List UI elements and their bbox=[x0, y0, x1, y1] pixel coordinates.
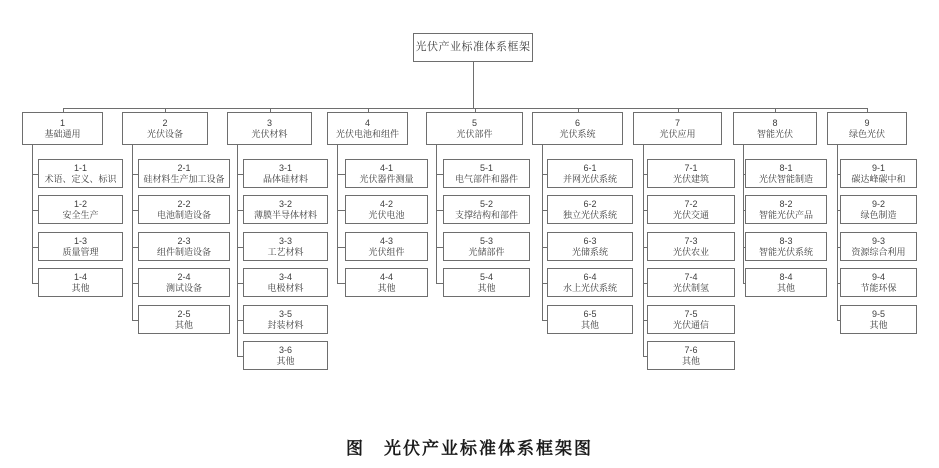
item-node-3-4-code: 3-4 bbox=[278, 271, 292, 282]
column-spine-line bbox=[542, 145, 543, 320]
item-node-7-1-label: 光伏建筑 bbox=[672, 173, 709, 184]
category-node-9-label: 绿色光伏 bbox=[848, 128, 885, 139]
item-node-9-1 bbox=[840, 159, 917, 188]
item-node-4-3 bbox=[345, 232, 428, 261]
item-node-3-2-code: 3-2 bbox=[278, 198, 292, 209]
item-node-3-3-code: 3-3 bbox=[278, 235, 292, 246]
figure-caption: 图 光伏产业标准体系框架图 bbox=[346, 439, 593, 458]
item-node-4-3-label: 光伏组件 bbox=[368, 246, 405, 257]
item-node-4-4-label: 其他 bbox=[377, 282, 396, 293]
item-node-9-5-code: 9-5 bbox=[871, 308, 885, 319]
item-node-9-4-code: 9-4 bbox=[871, 271, 885, 282]
item-node-5-2 bbox=[443, 195, 530, 224]
category-node-7 bbox=[633, 112, 722, 145]
item-node-8-1 bbox=[745, 159, 827, 188]
item-node-9-5-label: 其他 bbox=[869, 319, 888, 330]
item-node-1-4-label: 其他 bbox=[71, 282, 90, 293]
child-stub-line bbox=[337, 174, 345, 175]
item-node-3-1-label: 晶体硅材料 bbox=[262, 173, 308, 184]
category-node-4-label: 光伏电池和组件 bbox=[335, 128, 399, 139]
item-node-3-3 bbox=[243, 232, 328, 261]
root-connector-line bbox=[473, 62, 474, 108]
category-node-3-label: 光伏材料 bbox=[251, 128, 288, 139]
item-node-6-1-label: 并网光伏系统 bbox=[562, 173, 617, 184]
item-node-8-4-code: 8-4 bbox=[779, 271, 793, 282]
item-node-7-2-code: 7-2 bbox=[684, 198, 698, 209]
category-node-6 bbox=[532, 112, 623, 145]
item-node-7-6-code: 7-6 bbox=[684, 344, 698, 355]
item-node-9-1-code: 9-1 bbox=[871, 162, 885, 173]
item-node-3-1-code: 3-1 bbox=[278, 162, 292, 173]
item-node-3-5-label: 封装材料 bbox=[267, 319, 304, 330]
item-node-3-2-label: 薄膜半导体材料 bbox=[253, 209, 317, 220]
item-node-4-2-code: 4-2 bbox=[379, 198, 393, 209]
item-node-5-4-code: 5-4 bbox=[479, 271, 493, 282]
item-node-2-3-label: 组件制造设备 bbox=[156, 246, 211, 257]
item-node-9-3-code: 9-3 bbox=[871, 235, 885, 246]
child-stub-line bbox=[337, 247, 345, 248]
item-node-9-1-label: 碳达峰碳中和 bbox=[851, 173, 906, 184]
item-node-5-2-code: 5-2 bbox=[479, 198, 493, 209]
category-node-4-code: 4 bbox=[364, 117, 370, 128]
item-node-4-1 bbox=[345, 159, 428, 188]
category-node-1-code: 1 bbox=[59, 117, 65, 128]
item-node-3-6-label: 其他 bbox=[276, 355, 295, 366]
item-node-7-1 bbox=[647, 159, 735, 188]
item-node-2-1-code: 2-1 bbox=[177, 162, 191, 173]
category-node-8-label: 智能光伏 bbox=[756, 128, 793, 139]
category-node-3-code: 3 bbox=[266, 117, 272, 128]
category-node-2 bbox=[122, 112, 208, 145]
item-node-3-4-label: 电极材料 bbox=[267, 282, 304, 293]
column-spine-line bbox=[237, 145, 238, 356]
item-node-3-3-label: 工艺材料 bbox=[267, 246, 304, 257]
item-node-8-3-label: 智能光伏系统 bbox=[758, 246, 813, 257]
item-node-5-4-label: 其他 bbox=[477, 282, 496, 293]
category-node-1 bbox=[22, 112, 103, 145]
item-node-9-2-code: 9-2 bbox=[871, 198, 885, 209]
category-node-8-code: 8 bbox=[772, 117, 778, 128]
item-node-2-1-label: 硅材料生产加工设备 bbox=[143, 173, 225, 184]
item-node-7-4 bbox=[647, 268, 735, 297]
item-node-6-5 bbox=[547, 305, 633, 334]
item-node-4-3-code: 4-3 bbox=[379, 235, 393, 246]
bus-line bbox=[63, 108, 867, 109]
item-node-3-6 bbox=[243, 341, 328, 370]
item-node-5-1 bbox=[443, 159, 530, 188]
item-node-1-3-code: 1-3 bbox=[73, 235, 87, 246]
item-node-6-4 bbox=[547, 268, 633, 297]
column-spine-line bbox=[337, 145, 338, 283]
item-node-2-4-code: 2-4 bbox=[177, 271, 191, 282]
column-spine-line bbox=[837, 145, 838, 320]
item-node-5-4 bbox=[443, 268, 530, 297]
item-node-5-3-code: 5-3 bbox=[479, 235, 493, 246]
category-node-5 bbox=[426, 112, 523, 145]
item-node-6-3 bbox=[547, 232, 633, 261]
item-node-4-2 bbox=[345, 195, 428, 224]
item-node-2-5 bbox=[138, 305, 230, 334]
item-node-7-4-label: 光伏制氢 bbox=[672, 282, 709, 293]
column-spine-line bbox=[132, 145, 133, 320]
item-node-2-4 bbox=[138, 268, 230, 297]
item-node-7-3-code: 7-3 bbox=[684, 235, 698, 246]
child-stub-line bbox=[436, 247, 443, 248]
item-node-4-4-code: 4-4 bbox=[379, 271, 393, 282]
item-node-3-6-code: 3-6 bbox=[278, 344, 292, 355]
item-node-3-2 bbox=[243, 195, 328, 224]
column-spine-line bbox=[436, 145, 437, 283]
item-node-7-2-label: 光伏交通 bbox=[672, 209, 709, 220]
item-node-1-2-label: 安全生产 bbox=[62, 209, 99, 220]
category-node-2-code: 2 bbox=[162, 117, 168, 128]
item-node-6-4-code: 6-4 bbox=[583, 271, 597, 282]
item-node-1-1-code: 1-1 bbox=[73, 162, 87, 173]
child-stub-line bbox=[436, 210, 443, 211]
item-node-6-2-label: 独立光伏系统 bbox=[562, 209, 617, 220]
category-node-9 bbox=[827, 112, 907, 145]
item-node-4-1-label: 光伏器件测量 bbox=[359, 173, 414, 184]
item-node-2-2-label: 电池制造设备 bbox=[156, 209, 211, 220]
item-node-8-3-code: 8-3 bbox=[779, 235, 793, 246]
item-node-1-4-code: 1-4 bbox=[73, 271, 87, 282]
item-node-5-1-code: 5-1 bbox=[479, 162, 493, 173]
category-node-4 bbox=[327, 112, 408, 145]
item-node-6-1-code: 6-1 bbox=[583, 162, 597, 173]
item-node-9-3 bbox=[840, 232, 917, 261]
item-node-7-5 bbox=[647, 305, 735, 334]
category-node-6-code: 6 bbox=[574, 117, 580, 128]
item-node-3-5-code: 3-5 bbox=[278, 308, 292, 319]
item-node-9-5 bbox=[840, 305, 917, 334]
item-node-4-4 bbox=[345, 268, 428, 297]
item-node-6-5-code: 6-5 bbox=[583, 308, 597, 319]
item-node-9-4-label: 节能环保 bbox=[860, 282, 897, 293]
item-node-7-2 bbox=[647, 195, 735, 224]
root-node bbox=[413, 33, 533, 62]
item-node-4-2-label: 光伏电池 bbox=[368, 209, 405, 220]
category-node-7-label: 光伏应用 bbox=[659, 128, 696, 139]
item-node-2-2 bbox=[138, 195, 230, 224]
item-node-1-3 bbox=[38, 232, 123, 261]
item-node-6-2 bbox=[547, 195, 633, 224]
category-node-5-code: 5 bbox=[471, 117, 477, 128]
item-node-8-1-label: 光伏智能制造 bbox=[758, 173, 813, 184]
item-node-7-5-label: 光伏通信 bbox=[672, 319, 709, 330]
item-node-1-2 bbox=[38, 195, 123, 224]
item-node-6-2-code: 6-2 bbox=[583, 198, 597, 209]
item-node-5-3-label: 光储部件 bbox=[468, 246, 505, 257]
item-node-2-1 bbox=[138, 159, 230, 188]
category-node-1-label: 基础通用 bbox=[44, 128, 81, 139]
item-node-3-1 bbox=[243, 159, 328, 188]
item-node-8-3 bbox=[745, 232, 827, 261]
item-node-9-2-label: 绿色制造 bbox=[860, 209, 897, 220]
item-node-7-5-code: 7-5 bbox=[684, 308, 698, 319]
item-node-1-1-label: 术语、定义、标识 bbox=[44, 173, 117, 184]
item-node-8-2-label: 智能光伏产品 bbox=[758, 209, 813, 220]
child-stub-line bbox=[337, 210, 345, 211]
category-node-7-code: 7 bbox=[674, 117, 680, 128]
child-stub-line bbox=[337, 283, 345, 284]
item-node-2-3 bbox=[138, 232, 230, 261]
item-node-7-4-code: 7-4 bbox=[684, 271, 698, 282]
column-spine-line bbox=[643, 145, 644, 356]
item-node-6-1 bbox=[547, 159, 633, 188]
item-node-3-5 bbox=[243, 305, 328, 334]
item-node-4-1-code: 4-1 bbox=[379, 162, 393, 173]
item-node-2-4-label: 测试设备 bbox=[165, 282, 202, 293]
category-node-5-label: 光伏部件 bbox=[456, 128, 493, 139]
category-node-2-label: 光伏设备 bbox=[146, 128, 183, 139]
item-node-9-2 bbox=[840, 195, 917, 224]
item-node-5-1-label: 电气部件和器件 bbox=[454, 173, 518, 184]
child-stub-line bbox=[436, 283, 443, 284]
item-node-8-1-code: 8-1 bbox=[779, 162, 793, 173]
item-node-1-2-code: 1-2 bbox=[73, 198, 87, 209]
item-node-2-5-label: 其他 bbox=[174, 319, 193, 330]
item-node-8-2 bbox=[745, 195, 827, 224]
item-node-8-4-label: 其他 bbox=[776, 282, 795, 293]
category-node-3 bbox=[227, 112, 312, 145]
item-node-8-4 bbox=[745, 268, 827, 297]
category-node-8 bbox=[733, 112, 817, 145]
item-node-5-2-label: 支撑结构和部件 bbox=[454, 209, 518, 220]
column-spine-line bbox=[743, 145, 744, 283]
item-node-9-4 bbox=[840, 268, 917, 297]
category-node-6-label: 光伏系统 bbox=[559, 128, 596, 139]
item-node-6-5-label: 其他 bbox=[580, 319, 599, 330]
item-node-7-3-label: 光伏农业 bbox=[672, 246, 709, 257]
child-stub-line bbox=[436, 174, 443, 175]
item-node-7-3 bbox=[647, 232, 735, 261]
item-node-5-3 bbox=[443, 232, 530, 261]
column-spine-line bbox=[32, 145, 33, 283]
item-node-7-6-label: 其他 bbox=[681, 355, 700, 366]
item-node-7-6 bbox=[647, 341, 735, 370]
item-node-1-4 bbox=[38, 268, 123, 297]
item-node-6-3-code: 6-3 bbox=[583, 235, 597, 246]
item-node-7-1-code: 7-1 bbox=[684, 162, 698, 173]
item-node-3-4 bbox=[243, 268, 328, 297]
item-node-9-3-label: 资源综合利用 bbox=[851, 246, 906, 257]
category-node-9-code: 9 bbox=[864, 117, 870, 128]
item-node-2-5-code: 2-5 bbox=[177, 308, 191, 319]
item-node-6-3-label: 光储系统 bbox=[571, 246, 608, 257]
item-node-8-2-code: 8-2 bbox=[779, 198, 793, 209]
item-node-1-1 bbox=[38, 159, 123, 188]
item-node-1-3-label: 质量管理 bbox=[62, 246, 99, 257]
item-node-2-2-code: 2-2 bbox=[177, 198, 191, 209]
item-node-6-4-label: 水上光伏系统 bbox=[562, 282, 617, 293]
root-node-label: 光伏产业标准体系框架 bbox=[415, 41, 531, 53]
item-node-2-3-code: 2-3 bbox=[177, 235, 191, 246]
